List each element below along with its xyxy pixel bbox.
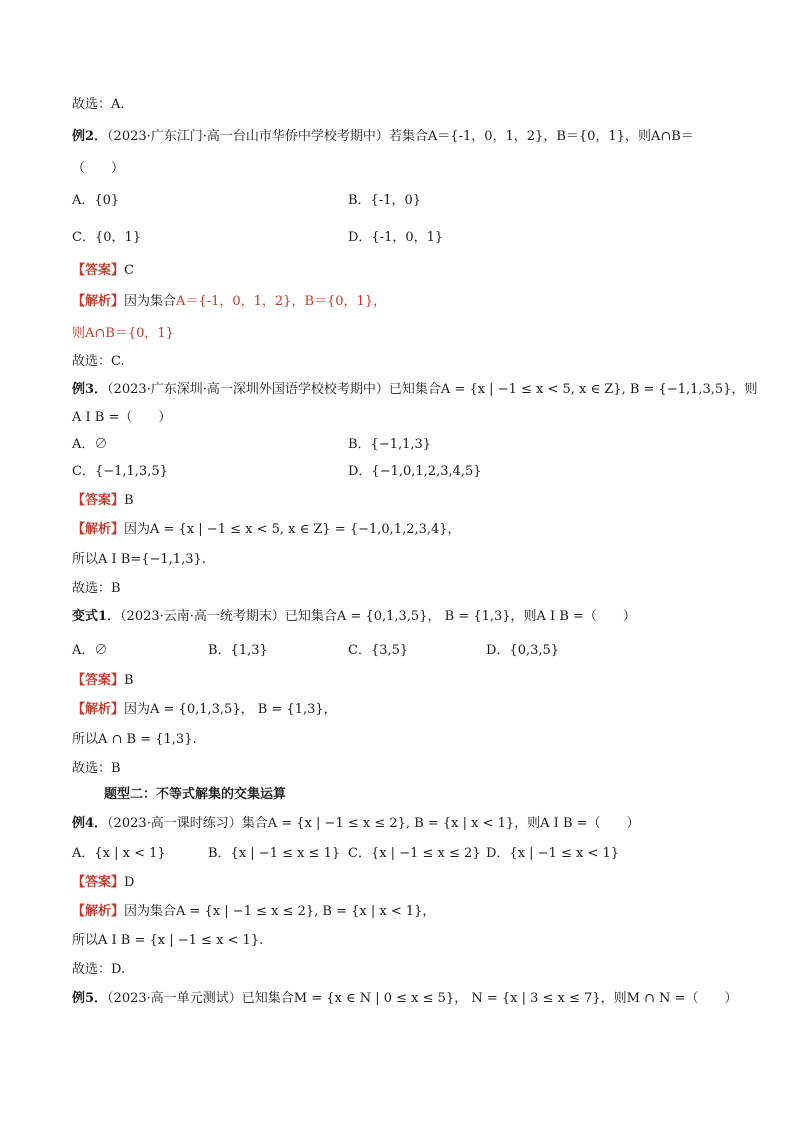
previous-final-answer bbox=[72, 96, 754, 114]
question-text: 若集合A＝{-1，0，1，2}，B＝{0，1}，则A∩B＝ bbox=[388, 129, 694, 144]
option-b: B．{x | −1 ≤ x ≤ 1} bbox=[208, 846, 341, 861]
variant-1-analysis-2: 所以A ∩ B = {1,3}. bbox=[72, 732, 197, 747]
question-text: 已知集合A = {x | −1 ≤ x < 5, x ∈ Z}, B = {−1,1,3,5}，则 bbox=[388, 382, 758, 397]
variant-label: 变式1． bbox=[72, 609, 121, 624]
example-source: （2023·高一课时练习） bbox=[107, 816, 242, 831]
variant-1-answer bbox=[72, 672, 754, 690]
option-c: C．{−1,1,3,5} bbox=[72, 464, 168, 479]
variant-1-question bbox=[72, 608, 754, 626]
example-label: 例3． bbox=[72, 382, 108, 397]
option-b: B．{−1,1,3} bbox=[348, 437, 432, 452]
question-text: 集合A = {x | −1 ≤ x ≤ 2}, B = {x | x < 1}，则A I B =（ ） bbox=[241, 816, 640, 831]
example-3-final: 故选：B bbox=[72, 581, 121, 596]
option-d: D．{x | −1 ≤ x < 1} bbox=[486, 846, 620, 861]
example-5-question bbox=[72, 990, 754, 1008]
question-text: 已知集合A = {0,1,3,5}， B = {1,3}，则A I B =（ ） bbox=[284, 609, 636, 624]
analysis-text: 因为A = {x | −1 ≤ x < 5, x ∈ Z} = {−1,0,1,2,3,4}， bbox=[124, 522, 461, 537]
analysis-text: 因为A = {0,1,3,5}， B = {1,3}， bbox=[124, 702, 337, 717]
analysis-tag: 【解析】 bbox=[72, 702, 125, 717]
example-3-analysis bbox=[72, 521, 754, 539]
answer-blank: （ ） bbox=[72, 161, 125, 176]
example-3-analysis-2: 所以A I B={−1,1,3}. bbox=[72, 552, 206, 567]
option-a: A．{0} bbox=[72, 193, 120, 208]
example-2-blank bbox=[72, 160, 754, 178]
variant-source: （2023·云南·高一统考期末） bbox=[120, 609, 285, 624]
example-4-final: 故选：D. bbox=[72, 962, 126, 977]
analysis-tag: 【解析】 bbox=[72, 294, 125, 309]
answer-value: D bbox=[124, 875, 135, 890]
example-2-final: 故选：C. bbox=[72, 354, 125, 369]
example-source: （2023·高一单元测试） bbox=[107, 991, 242, 1006]
option-b: B．{1,3} bbox=[208, 643, 268, 658]
answer-value: C bbox=[124, 263, 134, 278]
analysis-tag: 【解析】 bbox=[72, 904, 125, 919]
answer-tag: 【答案】 bbox=[72, 263, 125, 278]
option-a: A．∅ bbox=[72, 437, 108, 452]
example-4-analysis bbox=[72, 903, 754, 921]
option-b: B．{-1，0} bbox=[348, 193, 422, 208]
option-a: A．∅ bbox=[72, 643, 108, 658]
example-2-question bbox=[72, 128, 754, 146]
answer-tag: 【答案】 bbox=[72, 875, 125, 890]
answer-tag: 【答案】 bbox=[72, 493, 125, 508]
example-source: （2023·广东江门·高一台山市华侨中学校考期中） bbox=[107, 129, 389, 144]
example-label: 例5． bbox=[72, 991, 108, 1006]
section-heading: 题型二：不等式解集的交集运算 bbox=[104, 787, 287, 802]
example-2-analysis-2: 则A∩B＝{0，1} bbox=[72, 326, 174, 341]
example-label: 例4． bbox=[72, 816, 108, 831]
example-4-answer bbox=[72, 874, 754, 892]
answer-value: B bbox=[124, 493, 134, 508]
example-4-question bbox=[72, 815, 754, 833]
option-d: D．{−1,0,1,2,3,4,5} bbox=[348, 464, 482, 479]
option-d: D．{-1，0，1} bbox=[348, 230, 444, 245]
option-c: C．{0，1} bbox=[72, 230, 142, 245]
example-4-analysis-2: 所以A I B = {x | −1 ≤ x < 1}. bbox=[72, 933, 264, 948]
answer-value: B bbox=[124, 673, 134, 688]
analysis-text: 因为集合A = {x | −1 ≤ x ≤ 2}, B = {x | x < 1}， bbox=[124, 904, 436, 919]
analysis-tag: 【解析】 bbox=[72, 522, 125, 537]
question-text: 已知集合M = {x ∈ N | 0 ≤ x ≤ 5}， N = {x | 3 ≤ x ≤ 7}，则M ∩ N =（ ） bbox=[241, 991, 738, 1006]
example-2-analysis bbox=[72, 293, 754, 311]
option-c: C．{x | −1 ≤ x ≤ 2} bbox=[348, 846, 481, 861]
example-source: （2023·广东深圳·高一深圳外国语学校校考期中） bbox=[107, 382, 389, 397]
option-c: C．{3,5} bbox=[348, 643, 409, 658]
example-label: 例2． bbox=[72, 129, 108, 144]
example-3-question bbox=[72, 381, 758, 399]
variant-1-final: 故选：B bbox=[72, 761, 121, 776]
variant-1-analysis bbox=[72, 701, 754, 719]
option-a: A．{x | x < 1} bbox=[72, 846, 166, 861]
analysis-text-a: 因为集合 bbox=[124, 294, 177, 309]
example-3-question-2: A I B =（ ） bbox=[72, 410, 172, 425]
final-choice-text: 故选：A. bbox=[72, 97, 125, 112]
example-3-answer bbox=[72, 492, 754, 510]
option-d: D．{0,3,5} bbox=[486, 643, 560, 658]
answer-tag: 【答案】 bbox=[72, 673, 125, 688]
analysis-text-b: A＝{-1，0，1，2}，B＝{0，1}， bbox=[176, 294, 387, 309]
example-2-answer bbox=[72, 262, 754, 280]
